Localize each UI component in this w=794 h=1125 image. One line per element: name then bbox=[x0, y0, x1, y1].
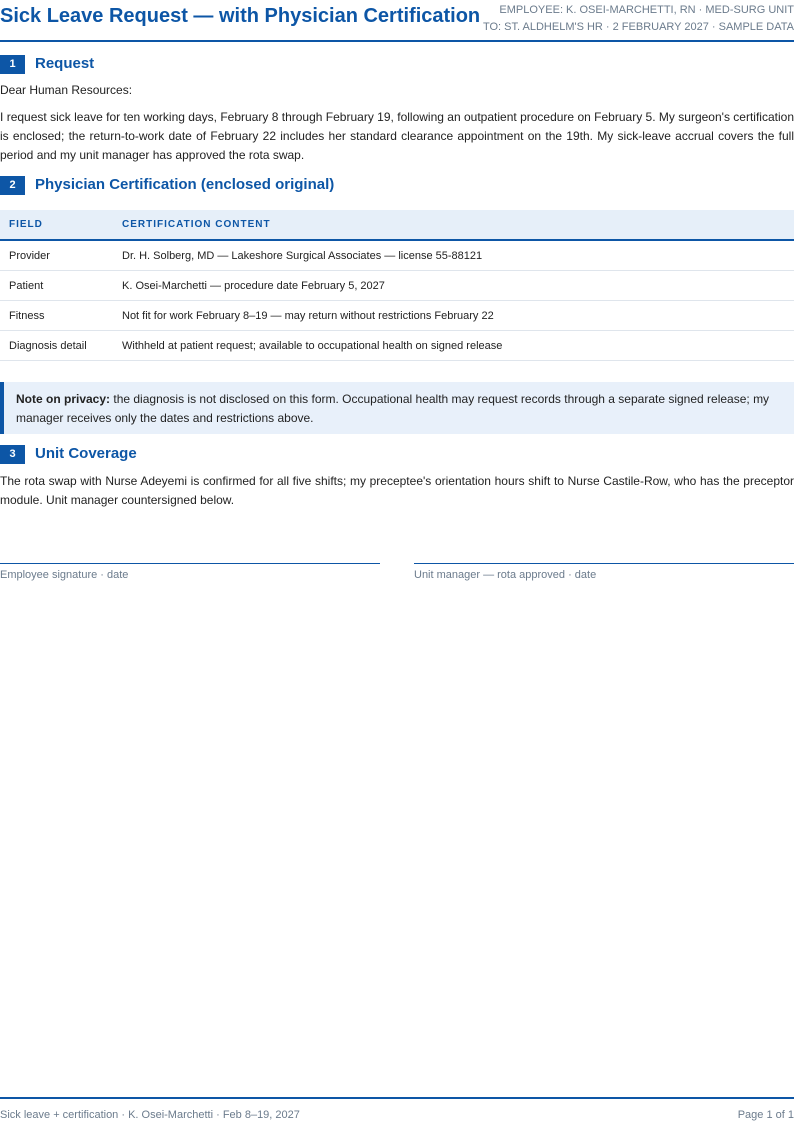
manager-signature-label: Unit manager — rota approved · date bbox=[414, 569, 597, 581]
table-row bbox=[0, 331, 794, 361]
section-number-badge: 2 bbox=[0, 176, 25, 195]
employee-signature-label: Employee signature · date bbox=[0, 569, 129, 581]
section-request-heading bbox=[0, 53, 300, 75]
section-certification-heading bbox=[0, 174, 500, 196]
cell-content: Dr. H. Solberg, MD — Lakeshore Surgical Associates — license 55-88121 bbox=[113, 240, 794, 271]
request-body: I request sick leave for ten working days, February 8 through February 19, following an outpatient procedure on February 5. My surgeon's certification is enclosed; the return-to-work date of February 22 includes her standard clearance appointment on the 19th. My sick-leave accrual covers the full period and my unit manager has approved the rota swap. bbox=[0, 110, 794, 162]
document-header bbox=[0, 0, 794, 42]
table-row bbox=[0, 301, 794, 331]
cell-field: Fitness bbox=[0, 301, 113, 331]
privacy-note bbox=[0, 382, 794, 434]
cell-field: Provider bbox=[0, 240, 113, 271]
cell-content: K. Osei-Marchetti — procedure date February 5, 2027 bbox=[113, 271, 794, 301]
document-footer bbox=[0, 1097, 794, 1125]
section-number-badge: 1 bbox=[0, 55, 25, 74]
coverage-body: The rota swap with Nurse Adeyemi is confirmed for all five shifts; my preceptee's orientation hours shift to Nurse Castile-Row, who has the preceptor module. Unit manager countersigned below. bbox=[0, 474, 794, 507]
certification-table bbox=[0, 210, 794, 361]
table-row bbox=[0, 240, 794, 271]
table-row bbox=[0, 271, 794, 301]
column-header-field: FIELD bbox=[0, 210, 113, 240]
document-meta bbox=[483, 2, 794, 36]
section-title: Unit Coverage bbox=[35, 445, 137, 462]
table-header-row bbox=[0, 210, 794, 240]
salutation: Dear Human Resources: bbox=[0, 83, 133, 97]
employee-signature-line bbox=[0, 563, 380, 564]
cell-field: Patient bbox=[0, 271, 113, 301]
document-title: Sick Leave Request — with Physician Certification bbox=[0, 5, 481, 27]
footer-reference: Sick leave + certification · K. Osei-Marchetti · Feb 8–19, 2027 bbox=[0, 1109, 300, 1121]
meta-employee: EMPLOYEE: K. OSEI-MARCHETTI, RN · MED-SURG UNIT bbox=[499, 4, 794, 16]
cell-content: Withheld at patient request; available to occupational health on signed release bbox=[113, 331, 794, 361]
section-title: Request bbox=[35, 55, 95, 72]
cell-content: Not fit for work February 8–19 — may return without restrictions February 22 bbox=[113, 301, 794, 331]
section-number-badge: 3 bbox=[0, 445, 25, 464]
manager-signature-line bbox=[414, 563, 794, 564]
section-coverage-heading bbox=[0, 443, 300, 465]
privacy-note-text: the diagnosis is not disclosed on this form. Occupational health may request records through a separate signed release; my manager receives only the dates and restrictions above. bbox=[16, 392, 770, 425]
cell-field: Diagnosis detail bbox=[0, 331, 113, 361]
column-header-content: CERTIFICATION CONTENT bbox=[113, 210, 794, 240]
page-number: Page 1 of 1 bbox=[737, 1109, 794, 1121]
privacy-note-label: Note on privacy: bbox=[16, 392, 111, 406]
section-title: Physician Certification (enclosed original) bbox=[35, 176, 335, 193]
meta-recipient: TO: ST. ALDHELM'S HR · 2 FEBRUARY 2027 · SAMPLE DATA bbox=[482, 21, 794, 33]
